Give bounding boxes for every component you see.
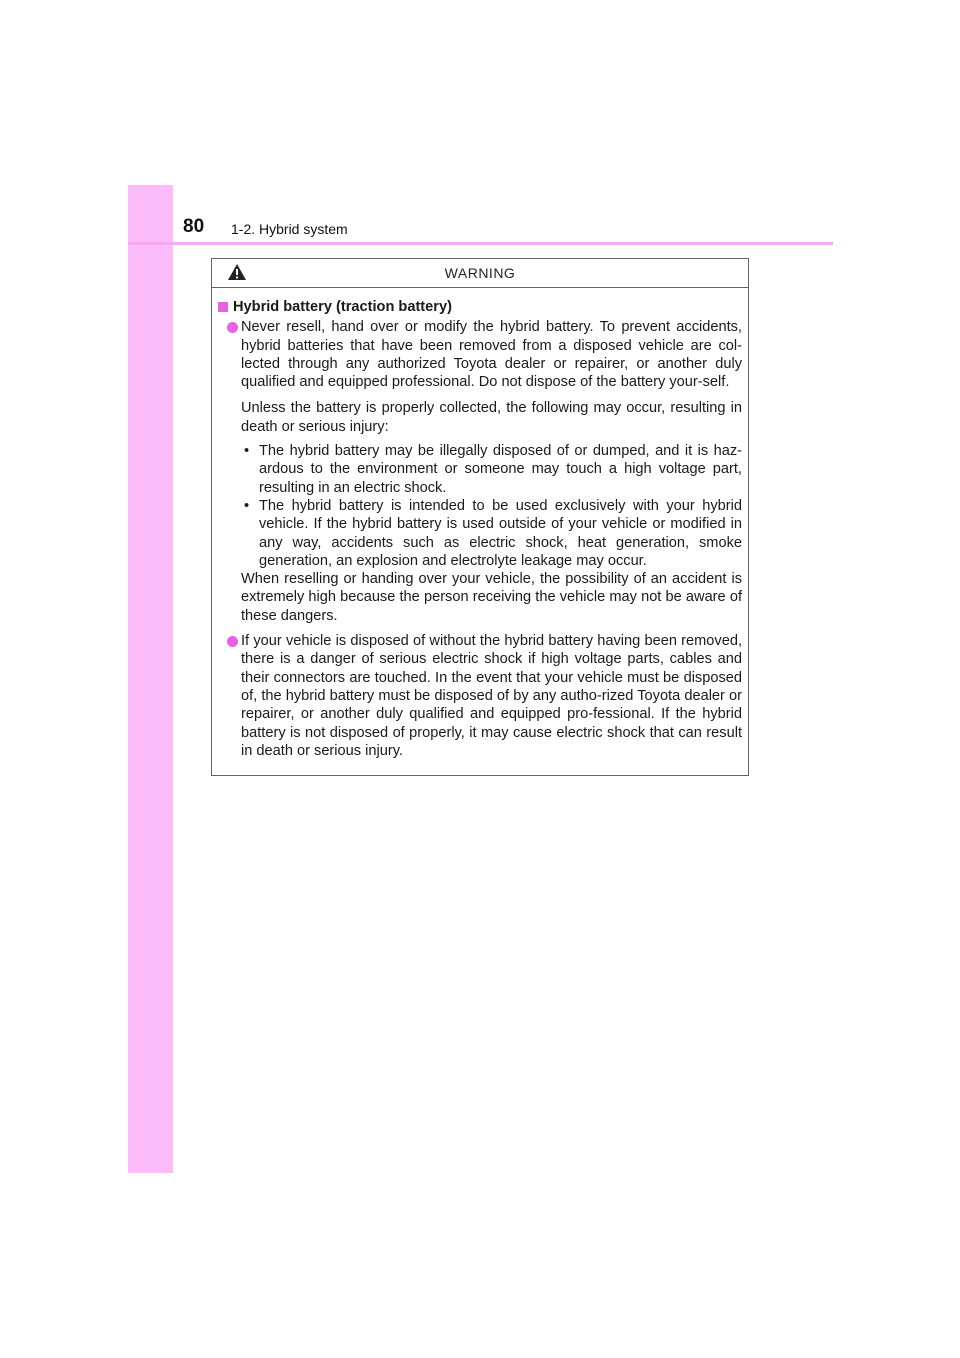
page-number: 80 [183,216,205,237]
sub-marker: • [244,443,250,460]
sub-marker: • [244,497,250,514]
header-rule [128,242,833,245]
warning-label: WARNING [444,265,516,281]
warning-triangle-icon [227,263,247,281]
section-title: 1-2. Hybrid system [231,221,348,237]
topic-title: Hybrid battery (traction battery) [233,299,452,315]
warning-body [212,288,748,760]
warning-header [212,259,748,288]
bullet-text: Never resell, hand over or modify the hybrid battery. To prevent accidents, hybrid batteries that have been removed from a disposed vehicle are col-lected through any authorized Toyota dealer or repairer, or another duly qualified and equipped professional. Do not dispose of the battery your-self. [241,319,742,391]
circle-bullet-icon [227,636,238,647]
bullet-paragraph: Unless the battery is properly collected, the following may occur, resulting in death or serious injury: [241,400,742,435]
sub-item-text: The hybrid battery is intended to be used exclusively with your hybrid vehicle. If the hybrid battery is used outside of your vehicle or modified in any way, accidents such as electric shock, heat generation, smoke generation, an explosion and electrolyte leakage may occur. [259,497,742,569]
bullet-item [218,632,742,760]
warning-topic [218,298,742,316]
bullet-item [218,318,742,625]
sub-item [241,442,742,497]
bullet-closing: When reselling or handing over your vehicle, the possibility of an accident is extremely high because the person receiving the vehicle may not be aware of these dangers. [241,571,742,624]
circle-bullet-icon [227,322,238,333]
square-bullet-icon [218,302,228,312]
bullet-text: If your vehicle is disposed of without the hybrid battery having been removed, there is a danger of serious electric shock if high voltage parts, cables and their connectors are touched. In the event that your vehicle must be disposed of, the hybrid battery must be disposed of by any autho-rized Toyota dealer or repairer, or another duly qualified and equipped pro-fessional. If the hybrid battery is not disposed of properly, it may cause electric shock that can result in death or serious injury. [241,633,742,759]
side-band [128,185,173,1173]
warning-box [211,258,749,776]
sub-item-text: The hybrid battery may be illegally disposed of or dumped, and it is haz-ardous to the environment or someone may touch a high voltage part, resulting in an electric shock. [259,443,742,496]
sub-item [241,497,742,570]
